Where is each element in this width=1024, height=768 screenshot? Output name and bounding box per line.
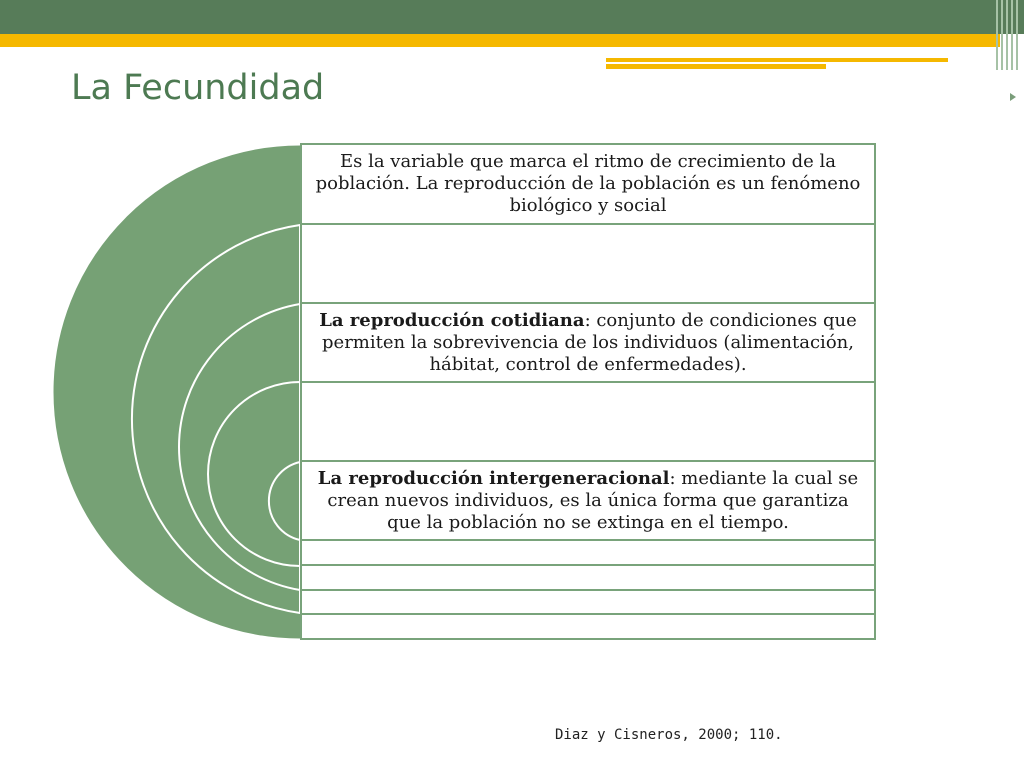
row-cotidiana-term: La reproducción cotidiana <box>319 309 585 331</box>
row-reproduccion-intergeneracional <box>300 460 876 541</box>
row-reproduccion-cotidiana <box>300 302 876 383</box>
row-empty-6 <box>300 613 876 640</box>
row-cotidiana-text: : conjunto de condiciones que permiten la sobrevivencia de los individuos (alimentación, hábitat, control de enfermedades). <box>322 309 857 375</box>
row-definition <box>300 143 876 225</box>
row-empty-2 <box>300 381 876 462</box>
citation: Diaz y Cisneros, 2000; 110. <box>555 727 783 743</box>
row-empty-1 <box>300 223 876 304</box>
slide-title: La Fecundidad <box>71 68 325 108</box>
row-definition-text: Es la variable que marca el ritmo de crecimiento de la población. La reproducción de la población es un fenómeno biológico y social <box>315 151 861 216</box>
row-intergeneracional-term: La reproducción intergeneracional <box>317 467 670 489</box>
row-empty-3 <box>300 539 876 566</box>
row-empty-5 <box>300 589 876 615</box>
row-intergeneracional-text: : mediante la cual se crean nuevos individuos, es la única forma que garantiza que la población no se extinga en el tiempo. <box>327 467 859 533</box>
row-empty-4 <box>300 564 876 591</box>
